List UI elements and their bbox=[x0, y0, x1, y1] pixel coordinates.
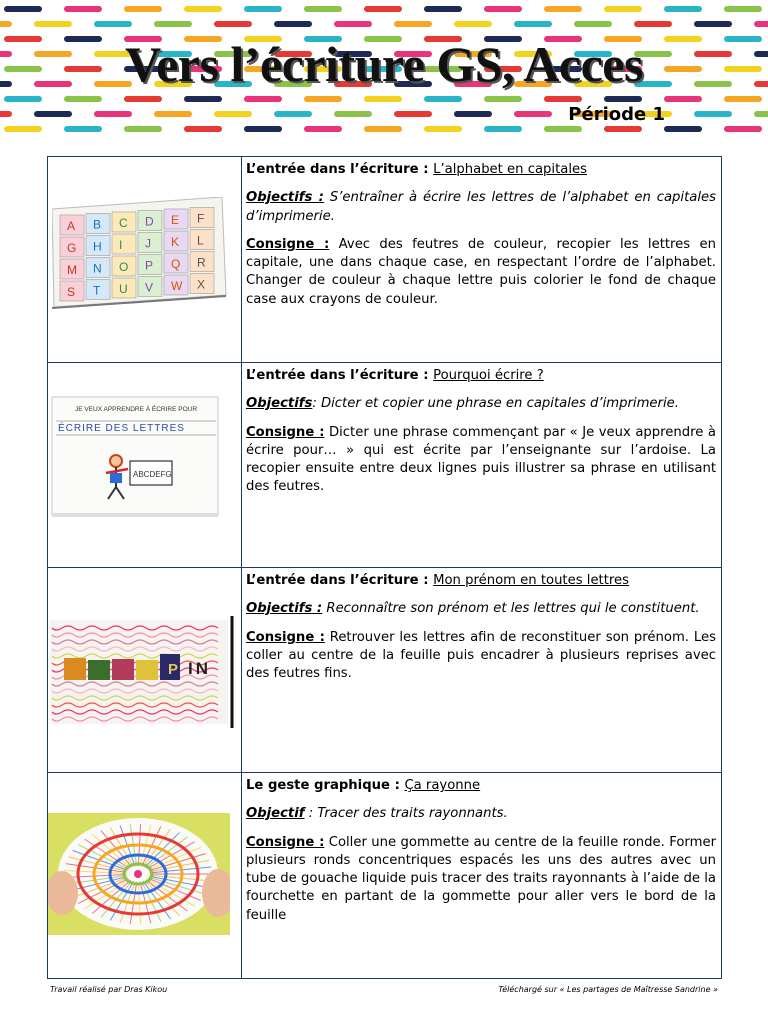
header-dash bbox=[214, 111, 252, 117]
activity-heading: L’entrée dans l’écriture : Pourquoi écrire ? bbox=[246, 368, 544, 383]
header-dash bbox=[304, 126, 342, 132]
header-dash bbox=[664, 126, 702, 132]
header-dash bbox=[184, 126, 222, 132]
activity-photo-cell bbox=[48, 157, 242, 363]
instructions-label: Consigne : bbox=[246, 834, 325, 850]
activity-category: L’entrée dans l’écriture bbox=[246, 368, 419, 383]
header-dash bbox=[124, 96, 162, 102]
instructions-text: Coller une gommette au centre de la feuille ronde. Former plusieurs ronds concentriques espacés les uns des autres avec un tube de gouache liquide puis tracer des traits rayonnants à l’aide de la fourchette en partant de la gommette pour aller vers le bord de la feuille bbox=[246, 834, 716, 923]
header-dash bbox=[514, 21, 552, 27]
activity-row bbox=[48, 773, 722, 979]
header-dash bbox=[424, 96, 462, 102]
header-dash bbox=[664, 6, 702, 12]
header-dash bbox=[304, 6, 342, 12]
alphabet-cell-letter: O bbox=[119, 260, 129, 274]
header-dash bbox=[394, 111, 432, 117]
header-dash bbox=[244, 96, 282, 102]
header-dash bbox=[4, 126, 42, 132]
header-dash bbox=[154, 111, 192, 117]
alphabet-cell-letter: S bbox=[67, 285, 76, 299]
instructions-text: Avec des feutres de couleur, recopier les lettres en capitale, une dans chaque case, en respectant l’ordre de l’alphabet. Changer de couleur à chaque lettre puis colorier le fond de chaque case aux crayons de couleur. bbox=[246, 236, 716, 307]
alphabet-cell-letter: W bbox=[171, 279, 183, 293]
activity-instructions bbox=[246, 424, 716, 497]
header-dash bbox=[574, 21, 612, 27]
alphabet-cell-letter: A bbox=[67, 219, 76, 233]
alphabet-cell-letter: G bbox=[67, 241, 77, 255]
header-dash bbox=[4, 96, 42, 102]
header-dash bbox=[64, 96, 102, 102]
pourquoi-ecrire-photo bbox=[50, 395, 222, 519]
header-dash bbox=[634, 21, 672, 27]
header-dash bbox=[604, 126, 642, 132]
activity-photo-cell bbox=[48, 568, 242, 773]
alphabet-cell-letter: P bbox=[145, 258, 154, 273]
header-dash bbox=[214, 21, 252, 27]
header-dash bbox=[334, 111, 372, 117]
activity-description bbox=[242, 773, 722, 979]
objectives-label: Objectifs bbox=[246, 396, 313, 412]
alphabet-cell-letter: E bbox=[171, 213, 180, 227]
activity-instructions bbox=[246, 834, 716, 925]
alphabet-cell-letter: X bbox=[197, 277, 206, 292]
header-dash bbox=[394, 21, 432, 27]
header-dash bbox=[64, 6, 102, 12]
header-dash bbox=[514, 111, 552, 117]
header-dash bbox=[664, 96, 702, 102]
header-dash bbox=[124, 126, 162, 132]
alphabet-cell-letter: K bbox=[171, 235, 180, 249]
activities-table bbox=[47, 156, 722, 979]
header-dash bbox=[454, 111, 492, 117]
instructions-label: Consigne : bbox=[246, 424, 325, 440]
activity-title: L’alphabet en capitales bbox=[433, 162, 587, 177]
activity-photo-cell bbox=[48, 773, 242, 979]
header-dash bbox=[274, 111, 312, 117]
header-dash bbox=[184, 96, 222, 102]
activity-photo-cell bbox=[48, 363, 242, 568]
header-dash bbox=[244, 6, 282, 12]
prenom-collage-photo bbox=[50, 616, 238, 732]
activity-category: L’entrée dans l’écriture bbox=[246, 162, 419, 177]
page-title: Vers l’écriture GS, Acces bbox=[125, 36, 643, 92]
header-dash bbox=[184, 6, 222, 12]
photo-prenom-letters: IN bbox=[188, 659, 211, 678]
alphabet-cell-letter: L bbox=[197, 233, 204, 248]
header-dash bbox=[154, 21, 192, 27]
activity-objectives bbox=[246, 395, 716, 413]
objectives-text: : Tracer des traits rayonnants. bbox=[304, 806, 508, 822]
alphabet-cell-letter: U bbox=[119, 282, 128, 296]
alphabet-cell-letter: B bbox=[93, 217, 102, 232]
header-dash bbox=[304, 96, 342, 102]
header-dash bbox=[754, 111, 768, 117]
activity-instructions bbox=[246, 629, 716, 684]
objectives-text: S’entraîner à écrire les lettres de l’alphabet en capitales d’imprimerie. bbox=[246, 190, 716, 224]
header-dash bbox=[244, 126, 282, 132]
header-dash bbox=[754, 21, 768, 27]
header-dash bbox=[454, 21, 492, 27]
header-dash bbox=[274, 21, 312, 27]
activity-heading: L’entrée dans l’écriture : L’alphabet en capitales bbox=[246, 162, 587, 177]
footer-credit: Travail réalisé par Dras Kikou bbox=[50, 985, 168, 994]
header-dash bbox=[34, 21, 72, 27]
alphabet-cell bbox=[112, 234, 136, 254]
activity-title: Mon prénom en toutes lettres bbox=[433, 573, 630, 588]
objectives-label: Objectif bbox=[246, 806, 305, 822]
instructions-text: Dicter une phrase commençant par « Je veux apprendre à écrire pour… » qui est écrite par l’enseignante sur l’ardoise. La recopier ensuite entre deux lignes puis illustrer sa phrase en utilisant des feutres. bbox=[246, 424, 716, 495]
header-dash bbox=[694, 111, 732, 117]
activity-row bbox=[48, 363, 722, 568]
alphabet-cell-letter: F bbox=[197, 211, 205, 226]
photo-slate-text: ABCDEFG bbox=[133, 470, 172, 479]
activity-description bbox=[242, 363, 722, 568]
activity-row bbox=[48, 157, 722, 363]
alphabet-cell-letter: Q bbox=[171, 257, 181, 271]
photo-text-line1: JE VEUX APPRENDRE À ÉCRIRE POUR bbox=[74, 406, 198, 413]
header-dash bbox=[544, 126, 582, 132]
activity-objectives bbox=[246, 805, 716, 823]
header-dash bbox=[724, 6, 762, 12]
instructions-label: Consigne : bbox=[246, 236, 330, 252]
svg-text:P: P bbox=[168, 661, 179, 678]
activity-category: Le geste graphique : bbox=[246, 778, 400, 793]
instructions-text: Retrouver les lettres afin de reconstituer son prénom. Les coller au centre de la feuille puis encadrer à plusieurs reprises avec des feutres fins. bbox=[246, 629, 716, 682]
header-dash bbox=[694, 21, 732, 27]
header-dash bbox=[604, 6, 642, 12]
objectives-text: : Dicter et copier une phrase en capitales d’imprimerie. bbox=[312, 396, 679, 412]
period-label: Période 1 bbox=[568, 104, 665, 125]
objectives-label: Objectifs : bbox=[246, 190, 324, 206]
header-dash bbox=[604, 96, 642, 102]
alphabet-cell-letter: J bbox=[145, 236, 151, 251]
objectives-text: Reconnaître son prénom et les lettres qui le constituent. bbox=[322, 601, 700, 617]
activity-description bbox=[242, 157, 722, 363]
alphabet-worksheet-photo bbox=[52, 197, 230, 312]
header-dash bbox=[0, 111, 12, 117]
header-dash bbox=[544, 6, 582, 12]
header-dash bbox=[364, 6, 402, 12]
alphabet-cell-letter: N bbox=[93, 261, 102, 276]
header-dash bbox=[124, 6, 162, 12]
header-dash bbox=[724, 126, 762, 132]
activity-title: Ça rayonne bbox=[404, 778, 481, 793]
header-dash bbox=[484, 6, 522, 12]
alphabet-cell-letter: D bbox=[145, 214, 154, 229]
header-dash bbox=[424, 126, 462, 132]
header-dash bbox=[424, 6, 462, 12]
rayonne-painting-photo bbox=[48, 813, 230, 935]
alphabet-cell-letter: M bbox=[67, 263, 77, 277]
activity-objectives bbox=[246, 600, 716, 618]
activity-instructions bbox=[246, 236, 716, 309]
activity-title: Pourquoi écrire ? bbox=[433, 368, 544, 383]
header-dash bbox=[724, 96, 762, 102]
header-dash bbox=[334, 21, 372, 27]
header-dash bbox=[544, 96, 582, 102]
header-dash bbox=[0, 21, 12, 27]
header-dash bbox=[484, 96, 522, 102]
alphabet-cell-letter: I bbox=[119, 238, 123, 252]
header-dash bbox=[364, 126, 402, 132]
activity-description bbox=[242, 568, 722, 773]
objectives-label: Objectifs : bbox=[246, 601, 323, 617]
header-dash bbox=[364, 96, 402, 102]
photo-text-line2: ÉCRIRE DES LETTRES bbox=[58, 423, 185, 434]
header-dash bbox=[94, 111, 132, 117]
alphabet-cell-letter: H bbox=[93, 239, 102, 254]
header-dash bbox=[94, 21, 132, 27]
header-dash bbox=[484, 126, 522, 132]
activity-objectives bbox=[246, 189, 716, 226]
alphabet-cell-letter: T bbox=[93, 283, 101, 298]
instructions-label: Consigne : bbox=[246, 629, 325, 645]
activity-heading bbox=[246, 777, 716, 795]
alphabet-cell-letter: V bbox=[145, 280, 154, 295]
header-dash bbox=[64, 126, 102, 132]
activity-row bbox=[48, 568, 722, 773]
alphabet-cell-letter: R bbox=[197, 255, 206, 270]
activity-heading: L’entrée dans l’écriture : Mon prénom en toutes lettres bbox=[246, 573, 630, 588]
header-dash bbox=[34, 111, 72, 117]
header-dash bbox=[4, 6, 42, 12]
footer-source: Téléchargé sur « Les partages de Maîtresse Sandrine » bbox=[498, 985, 718, 994]
activity-category: L’entrée dans l’écriture bbox=[246, 573, 419, 588]
alphabet-cell-letter: C bbox=[119, 216, 128, 230]
